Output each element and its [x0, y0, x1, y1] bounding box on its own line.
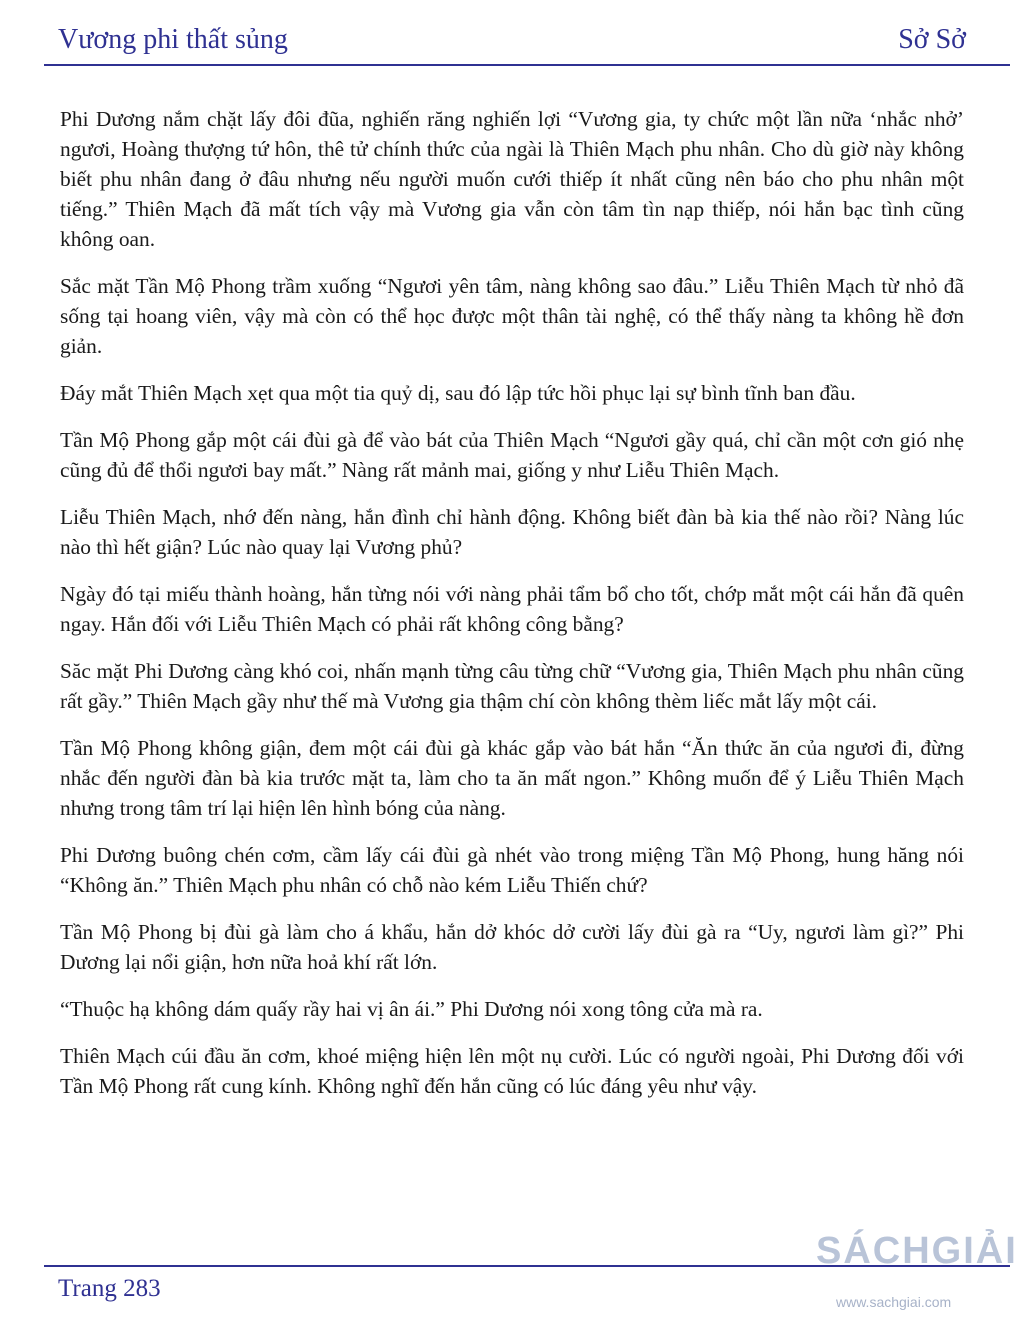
- header-divider: [44, 64, 1010, 66]
- watermark-url: www.sachgiai.com: [836, 1294, 952, 1310]
- paragraph-5: Liễu Thiên Mạch, nhớ đến nàng, hắn đình chỉ hành động. Không biết đàn bà kia thế nào rồi? Nàng lúc nào thì hết giận? Lúc nào quay lại Vương phủ?: [60, 505, 964, 559]
- paragraph-3: Đáy mắt Thiên Mạch xẹt qua một tia quỷ dị, sau đó lập tức hồi phục lại sự bình tĩnh ban đầu.: [60, 381, 856, 405]
- paragraph-8: Tần Mộ Phong không giận, đem một cái đùi gà khác gắp vào bát hắn “Ăn thức ăn của ngươi đi, đừng nhắc đến người đàn bà kia trước mặt ta, làm cho ta ăn mất ngon.” Không muốn để ý Liễu Thiên Mạch nhưng trong tâm trí lại hiện lên hình bóng của nàng.: [60, 736, 964, 820]
- paragraph-12: Thiên Mạch cúi đầu ăn cơm, khoé miệng hiện lên một nụ cười. Lúc có người ngoài, Phi Dương đối với Tần Mộ Phong rất cung kính. Không nghĩ đến hắn cũng có lúc đáng yêu như vậy.: [60, 1044, 964, 1098]
- paragraph-6: Ngày đó tại miếu thành hoàng, hắn từng nói với nàng phải tẩm bổ cho tốt, chớp mắt một cái hắn đã quên ngay. Hắn đối với Liễu Thiên Mạch có phải rất không công bằng?: [60, 582, 964, 636]
- paragraph-7: Săc mặt Phi Dương càng khó coi, nhấn mạnh từng câu từng chữ “Vương gia, Thiên Mạch phu nhân cũng rất gầy.” Thiên Mạch gầy như thế mà Vương gia thậm chí còn không thèm liếc mắt lấy một cái.: [60, 659, 964, 713]
- watermark-logo-text: SÁCHGIẢI: [816, 1230, 1018, 1272]
- book-author: Sở Sở: [898, 24, 966, 55]
- paragraph-11: “Thuộc hạ không dám quấy rầy hai vị ân ái.” Phi Dương nói xong tông cửa mà ra.: [60, 997, 763, 1021]
- paragraph-4: Tần Mộ Phong gắp một cái đùi gà để vào bát của Thiên Mạch “Ngươi gầy quá, chỉ cần một cơn gió nhẹ cũng đủ để thổi ngươi bay mất.” Nàng rất mảnh mai, giống y như Liễu Thiên Mạch.: [60, 428, 964, 482]
- page-header: [0, 0, 1024, 70]
- page-number: Trang 283: [58, 1275, 161, 1302]
- book-title: Vương phi thất sủng: [58, 24, 288, 55]
- paragraph-1: Phi Dương nắm chặt lấy đôi đũa, nghiến răng nghiến lợi “Vương gia, ty chức một lần nữa ‘nhắc nhở’ ngươi, Hoàng thượng tứ hôn, thê tử chính thức của ngài là Thiên Mạch phu nhân. Cho dù giờ này không biết phu nhân đang ở đâu nhưng nếu người muốn cưới thiếp ít nhất cũng nên báo cho phu nhân một tiếng.” Thiên Mạch đã mất tích vậy mà Vương gia vẫn còn tâm tìn nạp thiếp, nói hắn bạc tình cũng không oan.: [60, 107, 964, 251]
- page-body: [60, 104, 964, 1118]
- watermark-logo: [816, 1222, 1021, 1322]
- paragraph-9: Phi Dương buông chén cơm, cầm lấy cái đùi gà nhét vào trong miệng Tần Mộ Phong, hung hăng nói “Không ăn.” Thiên Mạch phu nhân có chỗ nào kém Liễu Thiến chứ?: [60, 843, 964, 897]
- paragraph-2: Sắc mặt Tần Mộ Phong trầm xuống “Ngươi yên tâm, nàng không sao đâu.” Liễu Thiên Mạch từ nhỏ đã sống tại hoang viên, vậy mà còn có thể học được một thân tài nghệ, có thể thấy nàng ta không hề đơn giản.: [60, 274, 964, 358]
- paragraph-10: Tần Mộ Phong bị đùi gà làm cho á khẩu, hắn dở khóc dở cười lấy đùi gà ra “Uy, ngươi làm gì?” Phi Dương lại nổi giận, hơn nữa hoả khí rất lớn.: [60, 920, 964, 974]
